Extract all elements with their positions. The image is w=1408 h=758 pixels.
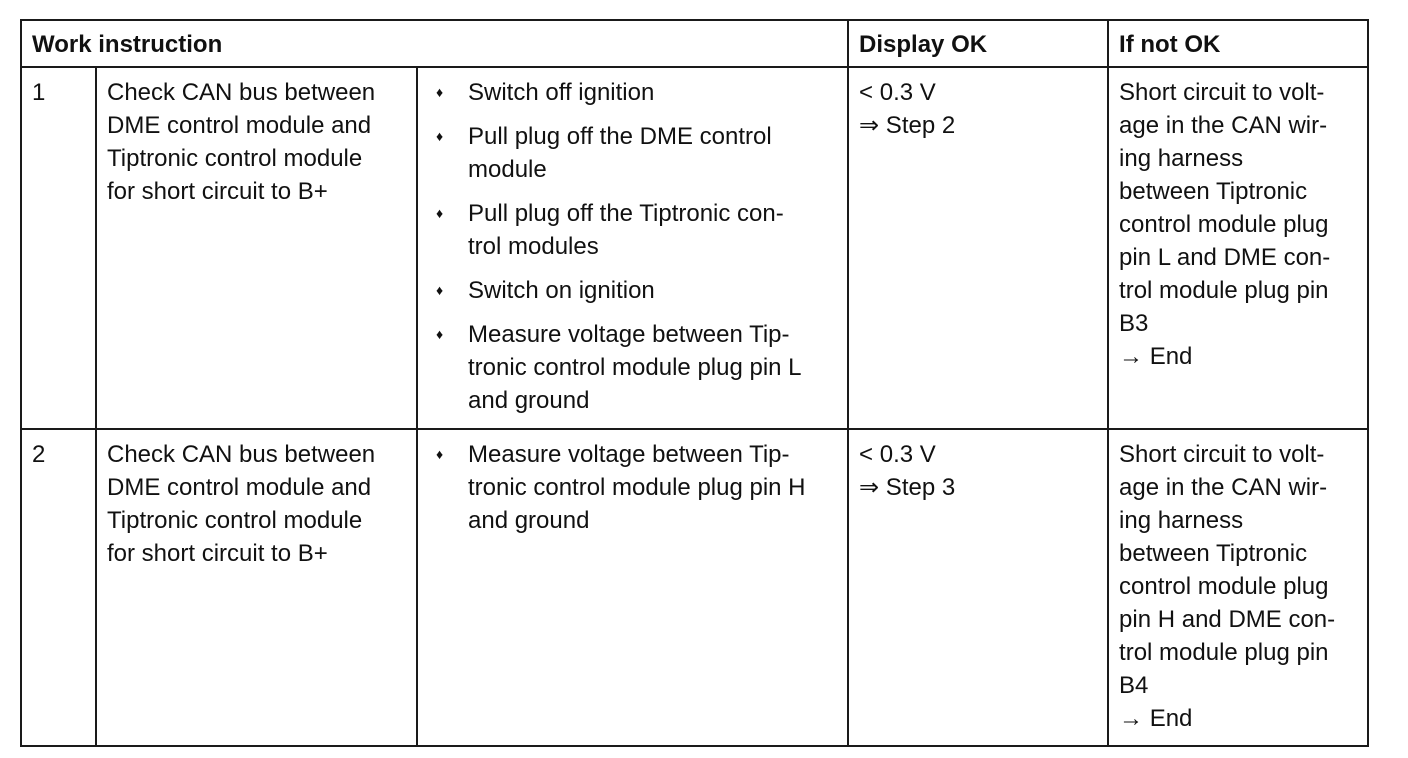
if-not-ok-line: ing harness	[1119, 145, 1244, 172]
table-row	[21, 429, 1368, 746]
if-not-ok-line: Short circuit to volt-	[1119, 441, 1325, 468]
action-item	[428, 318, 837, 417]
action-list	[428, 438, 837, 537]
action-list	[428, 76, 837, 417]
display-ok-value: < 0.3 V	[859, 79, 936, 106]
if-not-ok-line: age in the CAN wir-	[1119, 112, 1328, 139]
header-display-ok: Display OK	[848, 20, 1108, 67]
instruction-line: Tiptronic control module	[107, 145, 363, 172]
instruction-line: Check CAN bus between	[107, 79, 376, 106]
action-item	[428, 197, 837, 263]
if-not-ok-line: between Tiptronic	[1119, 540, 1308, 567]
action-line: tronic control module plug pin L	[468, 354, 802, 381]
action-line: Measure voltage between Tip-	[468, 441, 790, 468]
instruction-cell	[96, 67, 417, 429]
action-line: Pull plug off the Tiptronic con-	[468, 200, 784, 227]
action-line: Switch off ignition	[468, 79, 655, 106]
header-if-not-ok: If not OK	[1108, 20, 1368, 67]
display-ok-value: < 0.3 V	[859, 441, 936, 468]
if-not-ok-line: B4	[1119, 672, 1149, 699]
step-number: 1	[21, 67, 96, 429]
if-not-ok-cell	[1108, 67, 1368, 429]
instruction-line: Tiptronic control module	[107, 507, 363, 534]
if-not-ok-line: age in the CAN wir-	[1119, 474, 1328, 501]
instruction-line: for short circuit to B+	[107, 178, 328, 205]
if-not-ok-line: Short circuit to volt-	[1119, 79, 1325, 106]
if-not-ok-line: ing harness	[1119, 507, 1244, 534]
diamond-bullet-icon: ♦	[436, 326, 444, 342]
if-not-ok-line: → End	[1119, 705, 1193, 732]
diamond-bullet-icon: ♦	[436, 128, 444, 144]
table-row	[21, 67, 1368, 429]
if-not-ok-line: pin H and DME con-	[1119, 606, 1336, 633]
action-line: and ground	[468, 507, 590, 534]
action-line: Measure voltage between Tip-	[468, 321, 790, 348]
actions-cell	[417, 429, 848, 746]
if-not-ok-line: pin L and DME con-	[1119, 244, 1331, 271]
work-instruction-table	[20, 19, 1369, 747]
diamond-bullet-icon: ♦	[436, 282, 444, 298]
action-line: tronic control module plug pin H	[468, 474, 806, 501]
if-not-ok-line: trol module plug pin	[1119, 639, 1329, 666]
instruction-line: Check CAN bus between	[107, 441, 376, 468]
action-item	[428, 438, 837, 537]
action-line: Pull plug off the DME control	[468, 123, 772, 150]
instruction-cell	[96, 429, 417, 746]
action-line: module	[468, 156, 547, 183]
action-item	[428, 120, 837, 186]
instruction-line: DME control module and	[107, 112, 372, 139]
actions-cell	[417, 67, 848, 429]
if-not-ok-line: → End	[1119, 343, 1193, 370]
display-ok-cell	[848, 429, 1108, 746]
header-row	[21, 20, 1368, 67]
if-not-ok-line: control module plug	[1119, 211, 1329, 238]
action-line: Switch on ignition	[468, 277, 655, 304]
if-not-ok-line: B3	[1119, 310, 1149, 337]
action-line: trol modules	[468, 233, 599, 260]
instruction-line: DME control module and	[107, 474, 372, 501]
display-ok-cell	[848, 67, 1108, 429]
if-not-ok-line: trol module plug pin	[1119, 277, 1329, 304]
step-number: 2	[21, 429, 96, 746]
diamond-bullet-icon: ♦	[436, 205, 444, 221]
instruction-line: for short circuit to B+	[107, 540, 328, 567]
action-line: and ground	[468, 387, 590, 414]
display-ok-next-step: ⇒ Step 3	[859, 474, 956, 501]
action-item	[428, 76, 837, 109]
header-work-instruction: Work instruction	[21, 20, 848, 67]
display-ok-next-step: ⇒ Step 2	[859, 112, 956, 139]
if-not-ok-cell	[1108, 429, 1368, 746]
if-not-ok-line: between Tiptronic	[1119, 178, 1308, 205]
diamond-bullet-icon: ♦	[436, 446, 444, 462]
action-item	[428, 274, 837, 307]
if-not-ok-line: control module plug	[1119, 573, 1329, 600]
diamond-bullet-icon: ♦	[436, 84, 444, 100]
